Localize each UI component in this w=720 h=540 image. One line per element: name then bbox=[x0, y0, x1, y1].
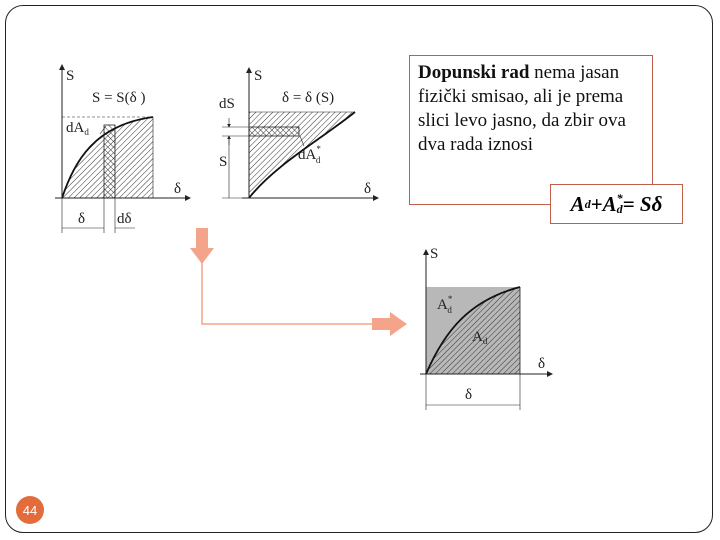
left-curve-label: S = S(δ ) bbox=[92, 90, 146, 106]
combined-lower-label: $A_d$ bbox=[472, 329, 488, 346]
formula-a: A bbox=[570, 191, 585, 216]
left-strip-label: $dA_d$ bbox=[66, 120, 89, 137]
note-text-box bbox=[409, 55, 653, 205]
note-bold-term: Dopunski rad bbox=[418, 62, 530, 83]
note-body: nema jasan fizički smisao, ali je prema slici levo jasno, da zbir ova dva rada iznosi bbox=[418, 62, 626, 155]
left-dim-delta: δ bbox=[78, 211, 86, 227]
left-axis-x-label: δ bbox=[174, 181, 182, 197]
combined-upper-label: A* d bbox=[437, 294, 453, 315]
page-number-badge: 44 bbox=[16, 496, 44, 524]
figure-middle bbox=[219, 68, 378, 198]
formula-b-sup: * bbox=[616, 191, 623, 205]
left-strip bbox=[104, 125, 115, 198]
middle-strip bbox=[249, 127, 299, 136]
formula-a-sub: d bbox=[584, 196, 591, 211]
middle-dim-dS: dS bbox=[219, 96, 235, 112]
middle-dim-S: S bbox=[219, 154, 228, 170]
formula-plus: + bbox=[590, 191, 603, 216]
combined-axis-x-label: δ bbox=[538, 356, 546, 372]
flow-arrow bbox=[190, 228, 407, 336]
formula-eq: = Sδ bbox=[622, 191, 663, 216]
left-axis-y-label: S bbox=[66, 68, 75, 84]
figure-combined bbox=[420, 246, 552, 410]
middle-curve-label: δ = δ (S) bbox=[282, 90, 335, 106]
middle-strip-label: dA* d bbox=[298, 144, 321, 165]
middle-axis-x-label: δ bbox=[364, 181, 372, 197]
left-dim-ddelta: dδ bbox=[117, 211, 132, 227]
figure-left bbox=[55, 65, 190, 233]
formula-b-sub: d bbox=[616, 202, 623, 216]
middle-axis-y-label: S bbox=[254, 68, 263, 84]
combined-dim-delta: δ bbox=[465, 387, 473, 403]
formula-b: A bbox=[602, 191, 617, 216]
formula-box bbox=[550, 184, 683, 224]
combined-axis-y-label: S bbox=[430, 246, 439, 262]
